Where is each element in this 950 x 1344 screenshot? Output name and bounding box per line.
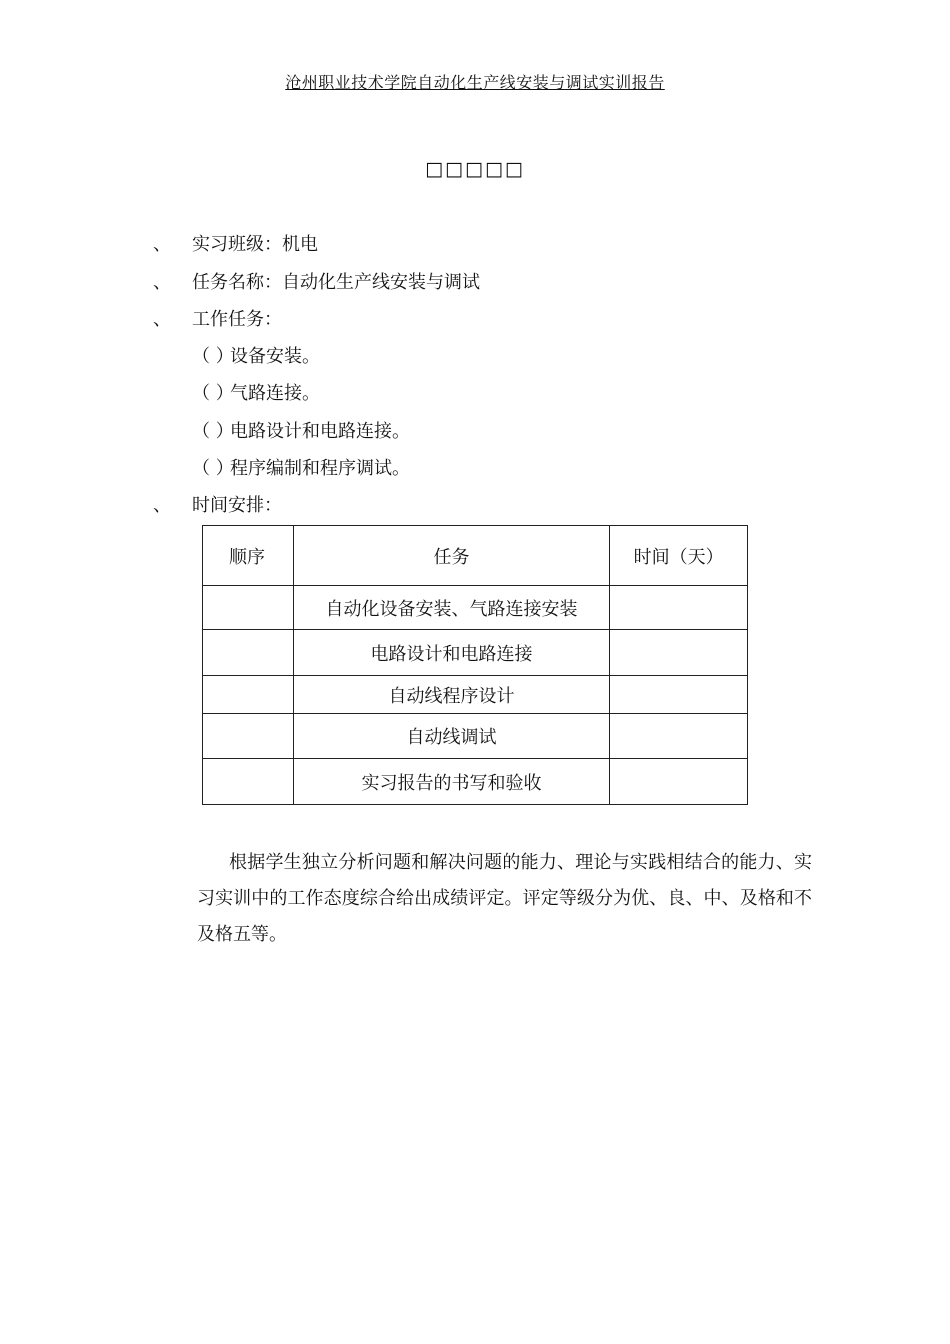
item-schedule: 时间安排： [192,495,282,516]
table-cell [610,586,748,630]
table-cell [610,676,748,714]
task-text: 设备安装。 [230,346,320,367]
task-list-item [192,420,410,444]
table-cell: 自动线调试 [293,714,609,759]
table-header-row [203,526,748,586]
table-cell: 电路设计和电路连接 [293,630,609,676]
task-list-item [192,345,320,369]
table-row [203,630,748,676]
table-cell [610,630,748,676]
table-cell: 实习报告的书写和验收 [293,759,609,805]
table-cell [203,714,294,759]
table-cell [203,676,294,714]
table-cell [203,630,294,676]
item-marker: 、 [153,272,171,293]
table-row [203,714,748,759]
schedule-table [202,525,748,805]
task-paren: （ ） [192,346,234,367]
item-marker: 、 [153,234,171,255]
table-cell [610,714,748,759]
task-list-item [192,457,410,481]
item-work-tasks: 工作任务： [192,309,282,330]
table-row [203,586,748,630]
table-row [203,676,748,714]
table-header-cell: 顺序 [203,526,294,586]
table-cell [203,586,294,630]
table-cell [610,759,748,805]
table-cell: 自动线程序设计 [293,676,609,714]
task-paren: （ ） [192,383,234,404]
table-row [203,759,748,805]
report-header-title: 沧州职业技术学院自动化生产线安装与调试实训报告 [285,73,665,92]
item-task-name: 任务名称：自动化生产线安装与调试 [192,272,480,293]
table-header-cell: 时间（天） [610,526,748,586]
item-marker: 、 [153,309,171,330]
task-text: 程序编制和程序调试。 [230,458,410,479]
evaluation-paragraph: 根据学生独立分析问题和解决问题的能力、理论与实践相结合的能力、实习实训中的工作态度综合给出成绩评定。评定等级分为优、良、中、及格和不及格五等。 [197,852,812,945]
task-paren: （ ） [192,458,234,479]
task-list-item [192,382,320,406]
item-class: 实习班级：机电 [192,234,318,255]
section-title: □□□□□ [425,158,525,180]
task-text: 电路设计和电路连接。 [230,421,410,442]
task-text: 气路连接。 [230,383,320,404]
table-cell: 自动化设备安装、气路连接安装 [293,586,609,630]
table-cell [203,759,294,805]
table-header-cell: 任务 [293,526,609,586]
item-marker: 、 [153,495,171,516]
task-paren: （ ） [192,421,234,442]
